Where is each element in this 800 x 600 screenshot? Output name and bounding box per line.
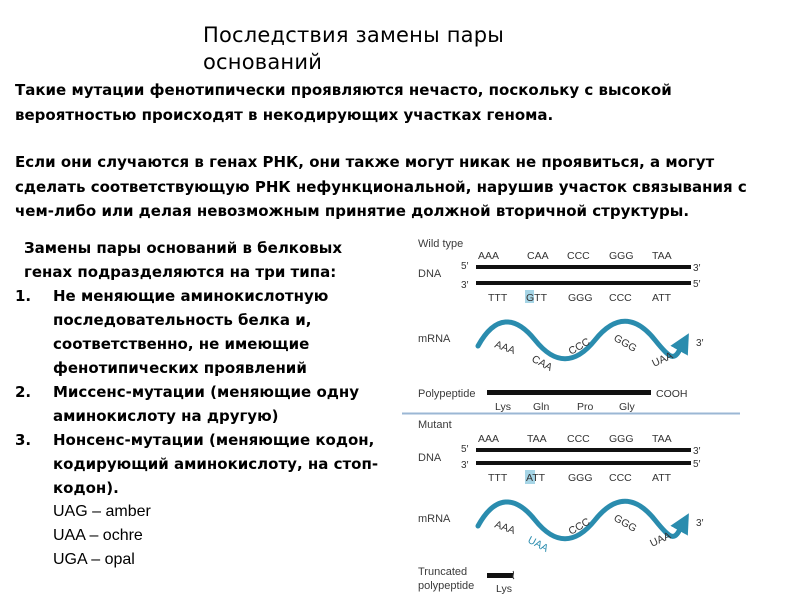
codon: ATT: [652, 292, 672, 304]
item-line: аминокислоту на другую): [53, 407, 279, 425]
stop-codon-highlighted: UAA: [525, 534, 551, 555]
codon: CCC: [566, 335, 593, 358]
dna-label: DNA: [418, 268, 442, 280]
codon: TTT: [488, 292, 508, 304]
three-prime-label: 3′: [693, 263, 701, 274]
codon: TAA: [527, 433, 547, 445]
polypeptide-chain: [487, 390, 651, 395]
item-line: последовательность белка и,: [53, 311, 312, 329]
mutation-types: [15, 236, 400, 572]
item-line: Нонсенс-мутации (меняющие кодон,: [53, 431, 375, 449]
list-item: [15, 380, 400, 428]
codon: CCC: [609, 472, 632, 484]
five-prime-label: 5′: [461, 261, 469, 272]
dna-top-strand: [476, 448, 691, 452]
mrna-label: mRNA: [418, 513, 451, 525]
codon: TTT: [488, 472, 508, 484]
codon: CCC: [567, 250, 590, 262]
paragraph-2: [15, 150, 795, 224]
codon: CCC: [566, 515, 593, 538]
amino-acid: Pro: [577, 401, 594, 413]
intro-line: Замены пары оснований в белковых: [24, 239, 343, 257]
codon: ATT: [526, 472, 546, 484]
item-line: Миссенс-мутации (меняющие одну: [53, 383, 360, 401]
three-prime-label: 3′: [696, 338, 704, 349]
stop-codon-list: [15, 500, 400, 572]
paragraph-line: Такие мутации фенотипически проявляются нечасто, поскольку с высокой: [15, 81, 672, 99]
stop-codon: UAG – amber: [53, 503, 151, 520]
truncated-label: polypeptide: [418, 580, 475, 592]
paragraph-line: сделать соответствующую РНК нефункциональной, нарушив участок связывания с: [15, 177, 747, 196]
codon: UAA: [648, 529, 673, 550]
list-item: [15, 284, 400, 380]
truncated-chain: [487, 573, 513, 578]
wild-type-header: Wild type: [418, 238, 464, 250]
five-prime-label: 5′: [461, 444, 469, 455]
item-line: кодирующий аминокислоту, на стоп-: [53, 455, 379, 473]
codon: AAA: [478, 433, 500, 445]
codon: GTT: [526, 292, 547, 304]
five-prime-label: 5′: [693, 459, 701, 470]
codon: CAA: [527, 250, 549, 262]
three-prime-label: 3′: [461, 460, 469, 471]
paragraph-1: [15, 78, 795, 127]
item-line: Не меняющие аминокислотную: [53, 287, 329, 305]
title-line: оснований: [203, 50, 323, 74]
codon: AAA: [492, 338, 517, 358]
codon: GGG: [611, 332, 639, 355]
paragraph-line: вероятностью происходят в некодирующих участках генома.: [15, 105, 554, 124]
codon: ATT: [652, 472, 672, 484]
codon: GGG: [609, 250, 634, 262]
codon: GGG: [611, 512, 639, 535]
dna-top-strand: [476, 265, 691, 269]
codon: TAA: [652, 250, 672, 262]
cooh-label: COOH: [656, 388, 688, 400]
truncated-label: Truncated: [418, 566, 468, 578]
codon: GGG: [609, 433, 634, 445]
dna-bottom-strand: [476, 281, 691, 285]
codon: AAA: [478, 250, 500, 262]
codon: GGG: [568, 292, 593, 304]
three-prime-label: 3′: [693, 446, 701, 457]
codon: CCC: [567, 433, 590, 445]
list-number: 2.: [15, 383, 32, 401]
mrna-label: mRNA: [418, 333, 451, 345]
three-prime-label: 3′: [696, 518, 704, 529]
paragraph-line: Если они случаются в генах РНК, они также могут никак не проявиться, а могут: [15, 153, 715, 171]
list-item: [15, 428, 400, 500]
chain-end: [513, 571, 514, 579]
item-line: фенотипических проявлений: [53, 359, 307, 377]
codon: AAA: [492, 518, 517, 538]
three-prime-label: 3′: [461, 280, 469, 291]
stop-codon: UGA – opal: [53, 551, 135, 568]
item-line: соответственно, не имеющие: [53, 335, 310, 353]
mutation-figure: [400, 230, 800, 600]
list-number: 1.: [15, 287, 32, 305]
codon: TAA: [652, 433, 672, 445]
amino-acid: Gln: [533, 401, 550, 413]
stop-codon: UAA – ochre: [53, 527, 143, 544]
amino-acid: Lys: [496, 583, 512, 595]
list-intro: [15, 236, 400, 284]
codon: UAA: [650, 349, 675, 370]
polypeptide-label: Polypeptide: [418, 388, 476, 400]
item-line: кодон).: [53, 479, 119, 497]
list-number: 3.: [15, 431, 32, 449]
codon: CAA: [529, 353, 555, 374]
mutant-header: Mutant: [418, 419, 452, 431]
dna-bottom-strand: [476, 461, 691, 465]
codon: GGG: [568, 472, 593, 484]
paragraph-line: чем-либо или делая невозможным принятие должной вторичной структуры.: [15, 202, 690, 220]
title-line: Последствия замены пары: [203, 23, 505, 47]
codon: CCC: [609, 292, 632, 304]
five-prime-label: 5′: [693, 279, 701, 290]
amino-acid: Lys: [495, 401, 511, 413]
amino-acid: Gly: [619, 401, 635, 413]
intro-line: генах подразделяются на три типа:: [24, 263, 337, 281]
slide-title: [203, 22, 623, 76]
dna-label: DNA: [418, 452, 442, 464]
